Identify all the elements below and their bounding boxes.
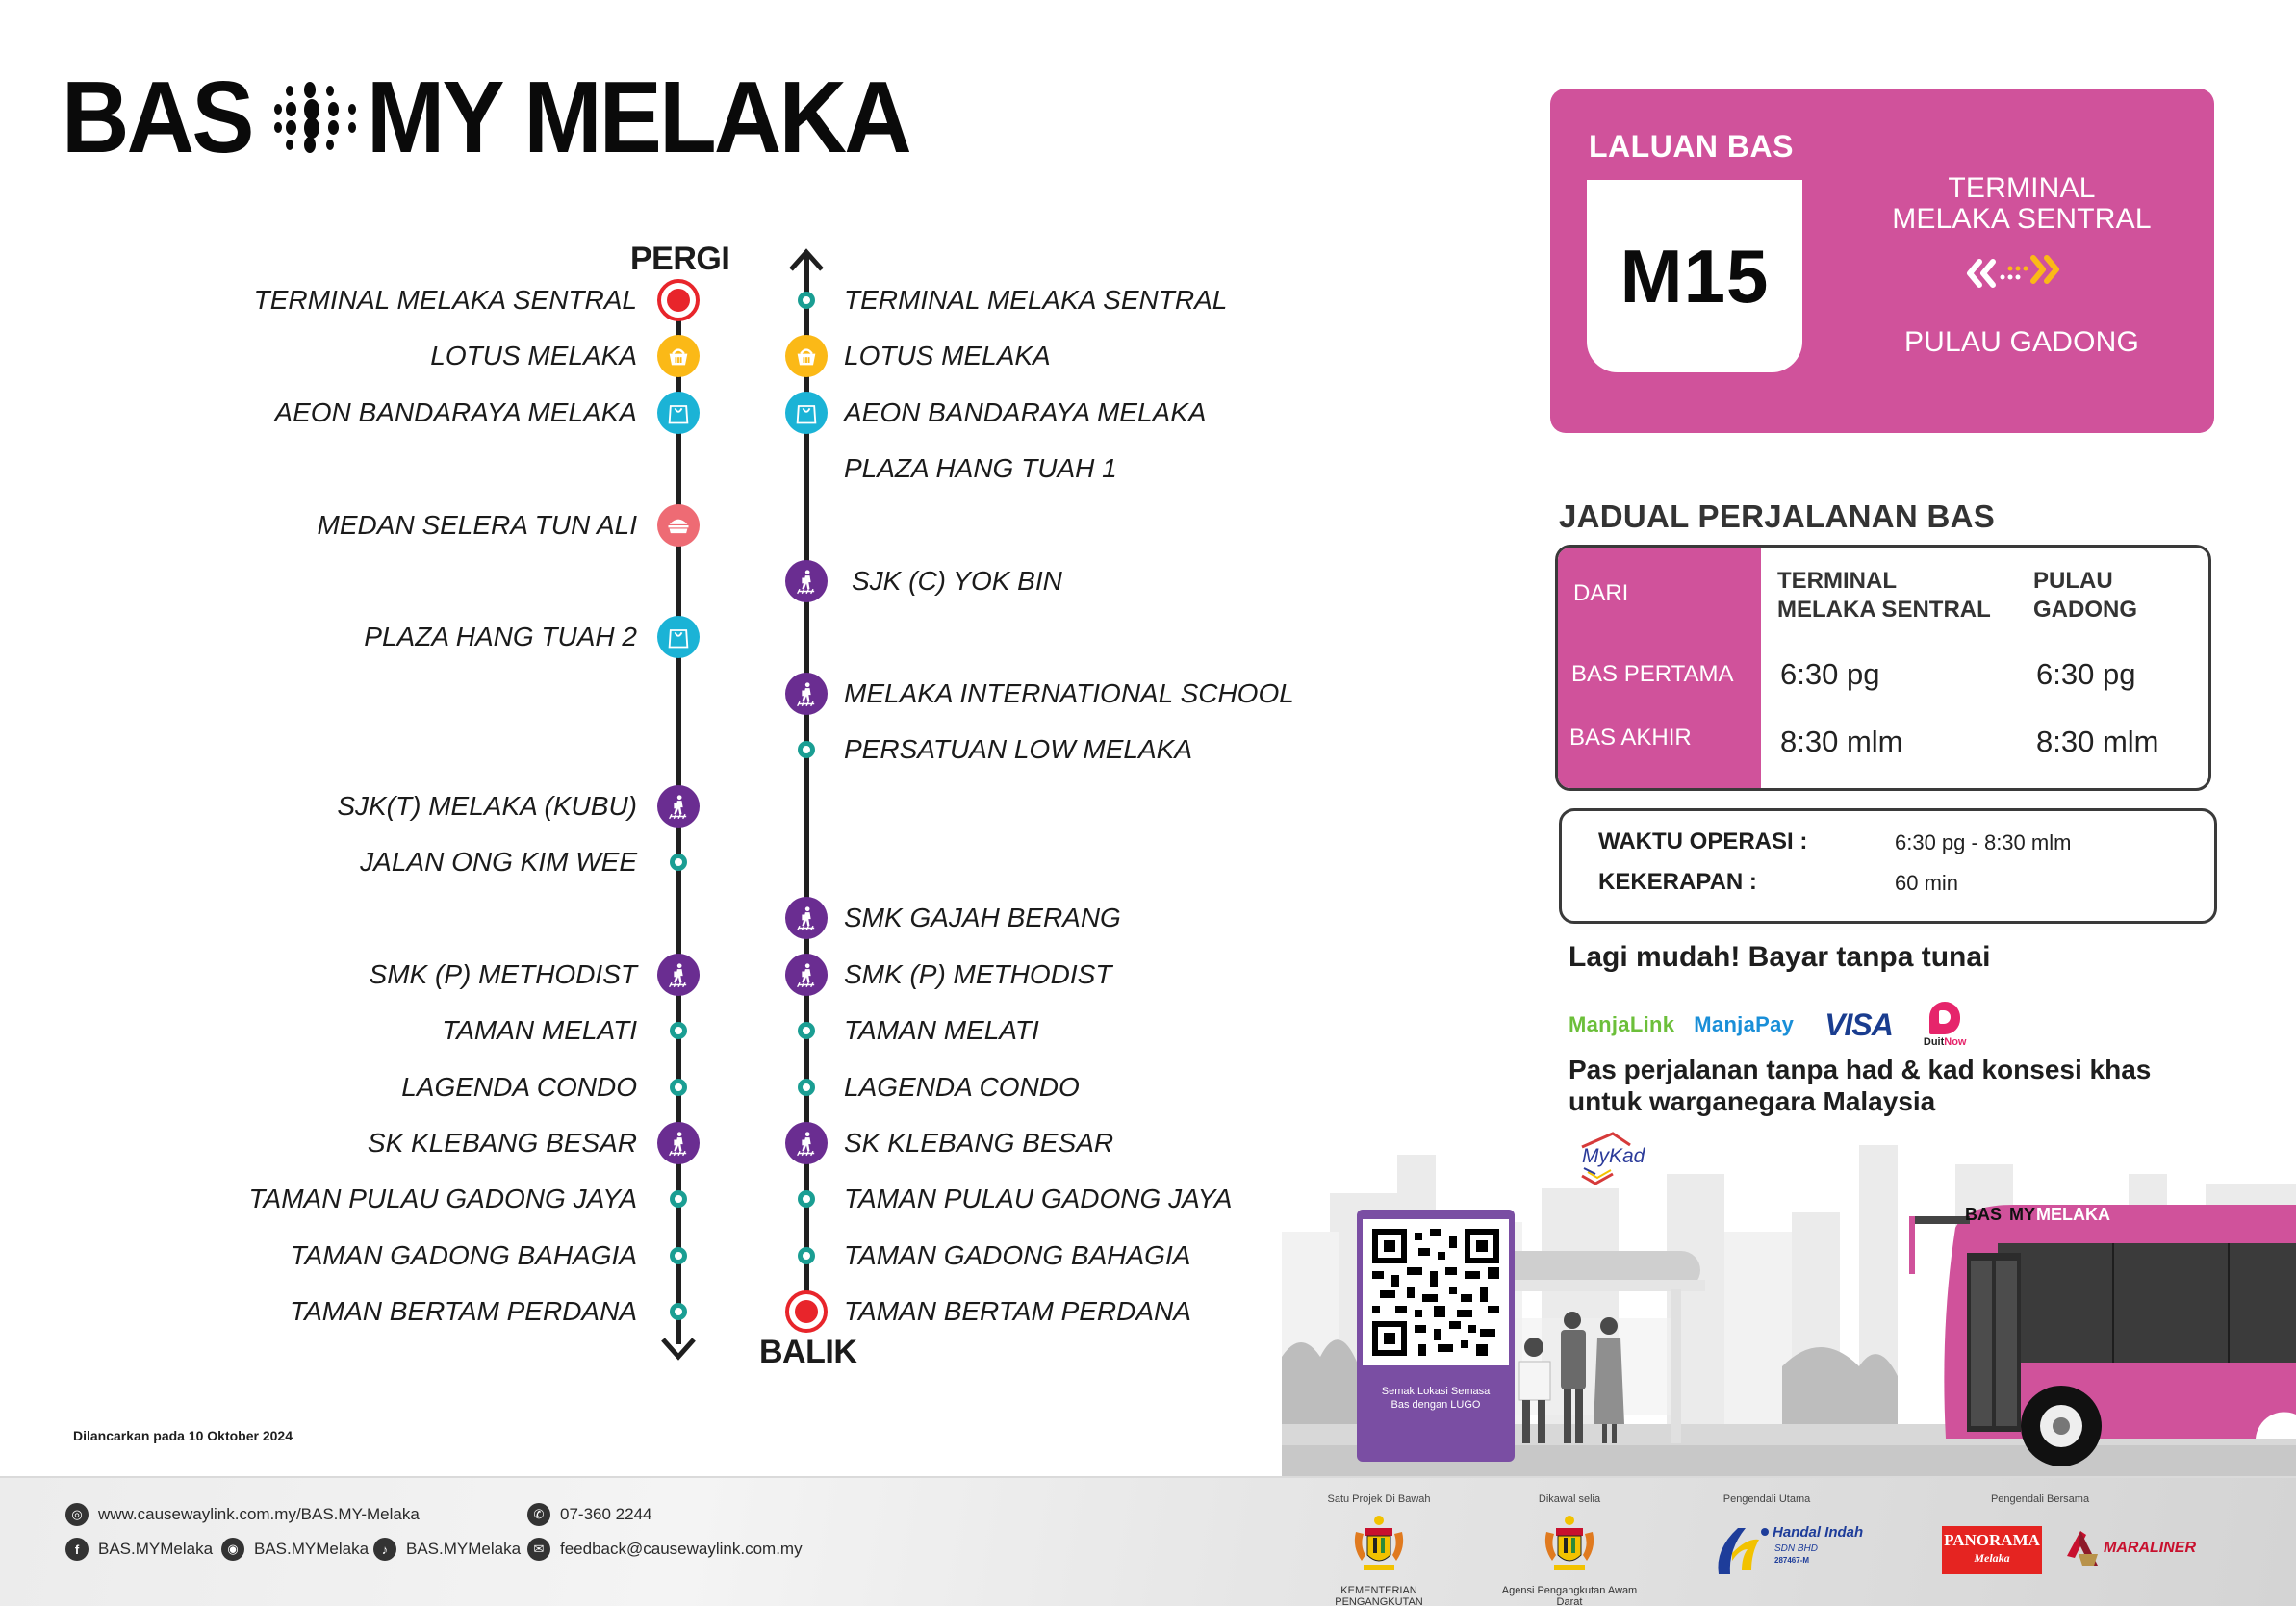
maraliner-logo: MARALINER <box>2065 1524 2209 1572</box>
food-court-icon <box>657 504 700 547</box>
schedule-col-terminal <box>1777 567 1991 625</box>
svg-text:BAS: BAS <box>1965 1205 2003 1224</box>
payment-methods <box>1569 991 1967 1058</box>
visa-logo: VISA <box>1824 1007 1893 1042</box>
duitnow-icon <box>1929 1002 1960 1034</box>
outbound-stop <box>144 497 637 553</box>
route-code-badge <box>1587 180 1802 372</box>
qr-code[interactable] <box>1363 1219 1509 1365</box>
stop-name: PLAZA HANG TUAH 2 <box>364 622 637 652</box>
stop-name: TAMAN GADONG BAHAGIA <box>844 1239 1191 1270</box>
stop-name: SMK (P) METHODIST <box>369 958 637 989</box>
government-crest-icon <box>1348 1513 1410 1574</box>
return-stop <box>844 947 1383 1003</box>
route-origin <box>1858 173 2185 235</box>
maraliner-icon <box>2065 1527 2100 1569</box>
route-card-title: LALUAN BAS <box>1589 129 1794 164</box>
brand-logo <box>62 61 957 174</box>
frequency-value: 60 min <box>1895 871 1959 895</box>
outbound-stop <box>144 1228 637 1284</box>
route-card <box>1550 89 2214 433</box>
lugo-qr-card[interactable] <box>1357 1210 1515 1462</box>
stop-name: SK KLEBANG BESAR <box>844 1128 1114 1158</box>
handal-indah-logo: Handal Indah SDN BHD 287467-M <box>1713 1511 1876 1578</box>
outbound-stop <box>144 1284 637 1339</box>
last-bus-time-terminal: 8:30 mlm <box>1780 725 1903 758</box>
school-crossing-icon <box>785 1122 828 1164</box>
stop-name: LAGENDA CONDO <box>401 1071 637 1102</box>
stop-name: SMK GAJAH BERANG <box>844 903 1121 933</box>
cashless-payment-title: Lagi mudah! Bayar tanpa tunai <box>1569 941 1991 973</box>
stop-name: SJK(T) MELAKA (KUBU) <box>337 790 637 821</box>
manjalink-logo: ManjaLink <box>1569 1012 1675 1036</box>
last-bus-time-pulau-gadong: 8:30 mlm <box>2036 725 2159 758</box>
return-stop <box>852 553 1390 609</box>
schedule-title: JADUAL PERJALANAN BAS <box>1559 498 1996 534</box>
stop-name: TAMAN GADONG BAHAGIA <box>290 1239 637 1270</box>
email-link[interactable]: ✉ feedback@causewaylink.com.my <box>527 1538 803 1561</box>
tiktok-link[interactable]: ♪ BAS.MYMelaka <box>373 1538 521 1561</box>
stop-name: SMK (P) METHODIST <box>844 958 1112 989</box>
stop-dot-icon <box>798 1022 815 1039</box>
outbound-label: PERGI <box>630 241 730 277</box>
shopping-basket-icon <box>785 335 828 377</box>
return-stop <box>844 328 1383 384</box>
stop-name: MELAKA INTERNATIONAL SCHOOL <box>844 677 1294 708</box>
stop-name: JALAN ONG KIM WEE <box>360 847 637 877</box>
stop-name: TAMAN MELATI <box>844 1015 1039 1046</box>
logo-dots-icon <box>272 79 361 156</box>
partner-co-operator-caption: Pengendali Bersama <box>1990 1493 2090 1505</box>
return-label: BALIK <box>759 1334 857 1370</box>
stop-name: MEDAN SELERA TUN ALI <box>317 509 637 540</box>
stop-dot-icon <box>798 1247 815 1264</box>
stop-name: PERSATUAN LOW MELAKA <box>844 734 1193 765</box>
outbound-stop <box>144 778 637 834</box>
stop-dot-icon <box>670 1303 687 1320</box>
facebook-icon: f <box>65 1538 89 1561</box>
arrow-down-icon <box>659 1326 698 1364</box>
stop-name: TERMINAL MELAKA SENTRAL <box>253 285 637 315</box>
schedule-col-head: MELAKA SENTRAL <box>1777 597 1991 623</box>
svg-text:MY: MY <box>2009 1205 2035 1224</box>
stop-name: AEON BANDARAYA MELAKA <box>274 396 637 427</box>
school-crossing-icon <box>785 954 828 996</box>
school-crossing-icon <box>785 897 828 939</box>
school-crossing-icon <box>657 785 700 828</box>
stop-name: TAMAN PULAU GADONG JAYA <box>844 1184 1233 1214</box>
return-stop <box>844 890 1383 946</box>
frequency-label: KEKERAPAN : <box>1598 869 1757 895</box>
stop-dot-icon <box>798 292 815 309</box>
stop-dot-icon <box>670 1022 687 1039</box>
route-origin-line2: MELAKA SENTRAL <box>1892 203 2152 235</box>
school-crossing-icon <box>785 673 828 715</box>
mykad-text: MyKad <box>1582 1145 1645 1167</box>
operating-hours-value: 6:30 pg - 8:30 mlm <box>1895 830 2072 854</box>
operating-hours-label: WAKTU OPERASI : <box>1598 828 1808 854</box>
outbound-stop <box>144 1003 637 1058</box>
stop-name: LOTUS MELAKA <box>844 341 1051 371</box>
schedule-col-head: TERMINAL <box>1777 568 1897 594</box>
schedule-col-head: PULAU <box>2033 568 2113 594</box>
route-destination: PULAU GADONG <box>1903 326 2140 358</box>
school-crossing-icon <box>657 1122 700 1164</box>
concession-line1: Pas perjalanan tanpa had & kad konsesi khas <box>1569 1055 2152 1084</box>
instagram-icon: ◉ <box>221 1538 244 1561</box>
stop-name: PLAZA HANG TUAH 1 <box>844 453 1117 484</box>
stop-name: TAMAN BERTAM PERDANA <box>290 1296 637 1327</box>
logo-text-bas: BAS <box>62 61 252 174</box>
stop-name: LAGENDA CONDO <box>844 1071 1080 1102</box>
route-code: M15 <box>1620 233 1770 319</box>
outbound-stop <box>144 272 637 328</box>
outbound-stop <box>144 385 637 441</box>
qr-code-icon <box>1372 1229 1499 1356</box>
shopping-bag-icon <box>785 392 828 434</box>
return-stop <box>844 272 1383 328</box>
mail-icon: ✉ <box>527 1538 550 1561</box>
schedule-row-first-bus: BAS PERTAMA <box>1571 661 1734 687</box>
launch-date-note: Dilancarkan pada 10 Oktober 2024 <box>73 1428 293 1443</box>
stop-dot-icon <box>670 1079 687 1096</box>
facebook-link[interactable]: f BAS.MYMelaka <box>65 1538 213 1561</box>
manjapay-logo: ManjaPay <box>1694 1012 1795 1036</box>
schedule-row-from: DARI <box>1573 580 1629 606</box>
partner-apad: Dikawal selia Agensi Pengangkutan Awam Darat <box>1501 1493 1638 1606</box>
stop-name: LOTUS MELAKA <box>430 341 637 371</box>
stop-dot-icon <box>798 1190 815 1208</box>
first-bus-time-terminal: 6:30 pg <box>1780 657 1880 691</box>
schedule-col-head: GADONG <box>2033 597 2137 623</box>
outbound-stop <box>144 328 637 384</box>
qr-caption: Semak Lokasi Semasa Bas dengan LUGO <box>1381 1386 1491 1411</box>
stop-dot-icon <box>798 1079 815 1096</box>
outbound-stop <box>144 1115 637 1171</box>
concession-line2: untuk warganegara Malaysia <box>1569 1086 1936 1116</box>
return-stop <box>844 666 1383 722</box>
stop-name: TAMAN PULAU GADONG JAYA <box>248 1184 637 1214</box>
outbound-stop <box>144 1059 637 1115</box>
government-crest-icon <box>1539 1513 1600 1574</box>
schedule-row-headers <box>1558 548 1761 788</box>
outbound-stop <box>144 609 637 665</box>
outbound-stop <box>144 1171 637 1227</box>
stop-name: SJK (C) YOK BIN <box>852 566 1062 596</box>
return-stop <box>844 441 1383 497</box>
return-stop <box>844 385 1383 441</box>
stop-name: TAMAN MELATI <box>442 1015 637 1046</box>
shopping-basket-icon <box>657 335 700 377</box>
tiktok-icon: ♪ <box>373 1538 396 1561</box>
partner-ministry: Satu Projek Di Bawah KEMENTERIAN PENGANGKUTAN <box>1327 1493 1431 1606</box>
stop-dot-icon <box>670 854 687 871</box>
phone-link[interactable]: ✆ 07-360 2244 <box>527 1503 651 1526</box>
panorama-melaka-logo: PANORAMA Melaka <box>1942 1526 2042 1574</box>
instagram-link[interactable]: ◉ BAS.MYMelaka <box>221 1538 369 1561</box>
shopping-bag-icon <box>657 392 700 434</box>
concession-pass-text <box>1569 1054 2194 1117</box>
stop-name: AEON BANDARAYA MELAKA <box>844 396 1207 427</box>
schedule-row-last-bus: BAS AKHIR <box>1569 725 1692 751</box>
handal-h-icon <box>1713 1511 1771 1578</box>
svg-text:MELAKA: MELAKA <box>2036 1205 2110 1224</box>
school-crossing-icon <box>657 954 700 996</box>
first-bus-time-pulau-gadong: 6:30 pg <box>2036 657 2136 691</box>
stop-dot-icon <box>670 1247 687 1264</box>
return-stop <box>844 722 1383 778</box>
logo-text-my-melaka: MY MELAKA <box>366 61 909 174</box>
terminal-stop-icon <box>785 1290 828 1333</box>
bidirectional-arrow-icon <box>1964 254 2079 293</box>
shopping-bag-icon <box>657 616 700 658</box>
stop-name: SK KLEBANG BESAR <box>367 1128 637 1158</box>
return-stop <box>844 1003 1383 1058</box>
stop-dot-icon <box>670 1190 687 1208</box>
terminal-stop-icon <box>657 279 700 321</box>
partner-main-operator-caption: Pengendali Utama <box>1722 1493 1811 1505</box>
return-stop <box>844 1059 1383 1115</box>
phone-icon: ✆ <box>527 1503 550 1526</box>
globe-icon: ◎ <box>65 1503 89 1526</box>
operations-info <box>1559 808 2217 924</box>
outbound-stop <box>144 834 637 890</box>
school-crossing-icon <box>785 560 828 602</box>
stop-name: TERMINAL MELAKA SENTRAL <box>844 285 1228 315</box>
schedule-table <box>1555 545 2211 791</box>
stop-name: TAMAN BERTAM PERDANA <box>844 1296 1191 1327</box>
website-link[interactable]: ◎ www.causewaylink.com.my/BAS.MY-Melaka <box>65 1503 420 1526</box>
outbound-stop <box>144 947 637 1003</box>
arrow-up-icon <box>787 244 826 283</box>
route-origin-line1: TERMINAL <box>1948 172 2096 204</box>
schedule-col-pulau-gadong <box>2033 567 2137 625</box>
duitnow-logo: DuitNow <box>1924 1002 1967 1048</box>
stop-dot-icon <box>798 741 815 758</box>
